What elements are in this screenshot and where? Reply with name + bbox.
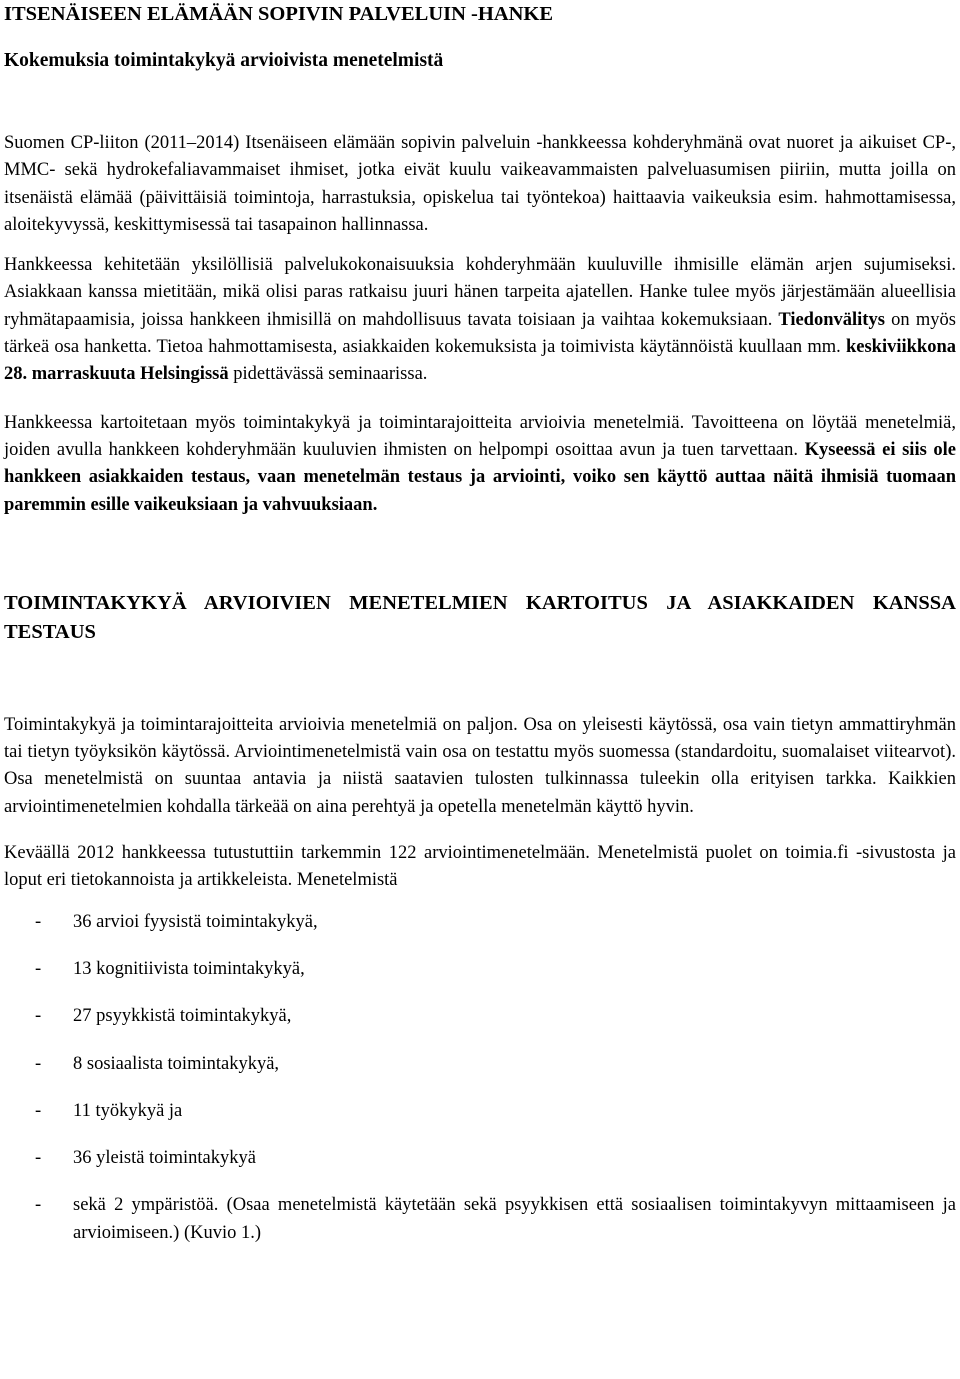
mapping-text: Hankkeessa kartoitetaan myös toimintakykyä ja toimintarajoitteita arvioivia menetelmiä. Tavoitteena on löytää menetelmiä, joiden avulla hankkeen kohderyhmään kuuluvien ihmisten on helpompi osoittaa avun ja tuen tarvettaan. xyxy=(4,412,956,460)
list-item-text: 8 sosiaalista toimintakykyä, xyxy=(73,1053,280,1074)
list-dash: - xyxy=(35,911,42,932)
list-item xyxy=(4,1145,956,1172)
project-bold-1: Tiedonvälitys xyxy=(772,309,885,330)
list-item xyxy=(4,956,956,983)
section-heading: TOIMINTAKYKYÄ ARVIOIVIEN MENETELMIEN KARTOITUS JA ASIAKKAIDEN KANSSA TESTAUS xyxy=(4,591,956,643)
list-item-text: 13 kognitiivista toimintakykyä, xyxy=(73,958,305,979)
methods-paragraph: Toimintakykyä ja toimintarajoitteita arvioivia menetelmiä on paljon. Osa on yleisesti käytössä, osa vain tietyn ammattiryhmän tai tietyn työyksikön käytössä. Arviointimenetelmistä vain osa on testattu myös suomessa (standardoitu, suomalaiset viitearvot). Osa menetelmistä on suuntaa antavia ja niistä saatavien tulosten tulkinnassa tuleekin olla erityisen tarkka. Kaikkien arviointimenetelmien kohdalla tärkeää on aina perehtyä ja opetella menetelmän käyttö hyvin. xyxy=(4,714,956,817)
list-item xyxy=(4,909,956,936)
list-item xyxy=(4,1192,956,1247)
list-dash: - xyxy=(35,958,42,979)
project-paragraph xyxy=(4,252,956,388)
list-item-text: 27 psyykkistä toimintakykyä, xyxy=(73,1006,292,1027)
mapping-paragraph xyxy=(4,410,956,519)
document-page xyxy=(4,0,956,1267)
list-dash: - xyxy=(35,1195,42,1216)
document-title: ITSENÄISEEN ELÄMÄÄN SOPIVIN PALVELUIN -HANKE xyxy=(4,3,554,25)
list-dash: - xyxy=(35,1148,42,1169)
project-text-3: pidettävässä seminaarissa. xyxy=(228,364,428,385)
list-item xyxy=(4,1051,956,1078)
intro-paragraph: Suomen CP-liiton (2011–2014) Itsenäiseen elämään sopivin palveluin -hankkeessa kohderyhmänä ovat nuoret ja aikuiset CP-, MMC- sekä hydrokefaliavammaiset ihmiset, jotka eivät kuulu vaikeavammaisten palveluasumisen piiriin, mutta joilla on itsenäistä elämää (päivittäisiä toimintoja, harrastuksia, opiskelua tai työntekoa) haittaavia vaikeuksia esim. hahmottamisessa, aloitekyvyssä, keskittymisessä tai tasapainon hallinnassa. xyxy=(4,133,956,235)
list-dash: - xyxy=(35,1006,42,1027)
document-subtitle: Kokemuksia toimintakykyä arvioivista menetelmistä xyxy=(4,50,444,71)
mapping-bold-text: Kyseessä ei siis ole hankkeen asiakkaiden testaus, vaan menetelmän testaus ja arviointi, voiko sen käyttö auttaa näitä ihmisiä tuomaan paremmin esille vaikeuksiaan ja vahvuuksiaan. xyxy=(4,439,957,515)
list-dash: - xyxy=(35,1100,42,1121)
list-item-text: 36 yleistä toimintakykyä xyxy=(73,1148,256,1169)
seminar-date-bold: keskiviikkona 28. marraskuuta Helsingissä xyxy=(4,337,956,385)
list-item xyxy=(4,1003,956,1030)
project-text-2: on myös tärkeä osa hanketta. Tietoa hahmottamisesta, asiakkaiden kokemuksista ja toimivista käytännöistä kuullaan mm. xyxy=(4,309,956,358)
list-item-text: 36 arvioi fyysistä toimintakykyä, xyxy=(73,911,318,932)
list-item-text: 11 työkykyä ja xyxy=(73,1100,183,1121)
list-dash: - xyxy=(35,1053,42,1074)
spring-paragraph: Keväällä 2012 hankkeessa tutustuttiin tarkemmin 122 arviointimenetelmään. Menetelmistä puolet on toimia.fi -sivustosta ja loput eri tietokannoista ja artikkeleista. Menetelmistä xyxy=(4,843,956,891)
project-text-1: Hankkeessa kehitetään yksilöllisiä palvelukokonaisuuksia kohderyhmään kuuluville ihmisille elämän arjen sujumiseksi. Asiakkaan kanssa mietitään, mikä olisi paras ratkaisu juuri hänen tarpeita ajatellen. Hanke tulee myös järjestämään alueellisia ryhmätapaamisia, joissa hankkeen ihmisillä on mahdollisuus tavata toisiaan ja vaihtaa kokemuksiaan. xyxy=(4,255,956,330)
list-item xyxy=(4,1098,956,1125)
methods-list xyxy=(4,909,956,1247)
list-item-text: sekä 2 ympäristöä. (Osaa menetelmistä käytetään sekä psyykkisen että sosiaalisen toimintakyvyn mittaamiseen ja arvioimiseen.) (Kuvio 1.) xyxy=(73,1195,956,1243)
